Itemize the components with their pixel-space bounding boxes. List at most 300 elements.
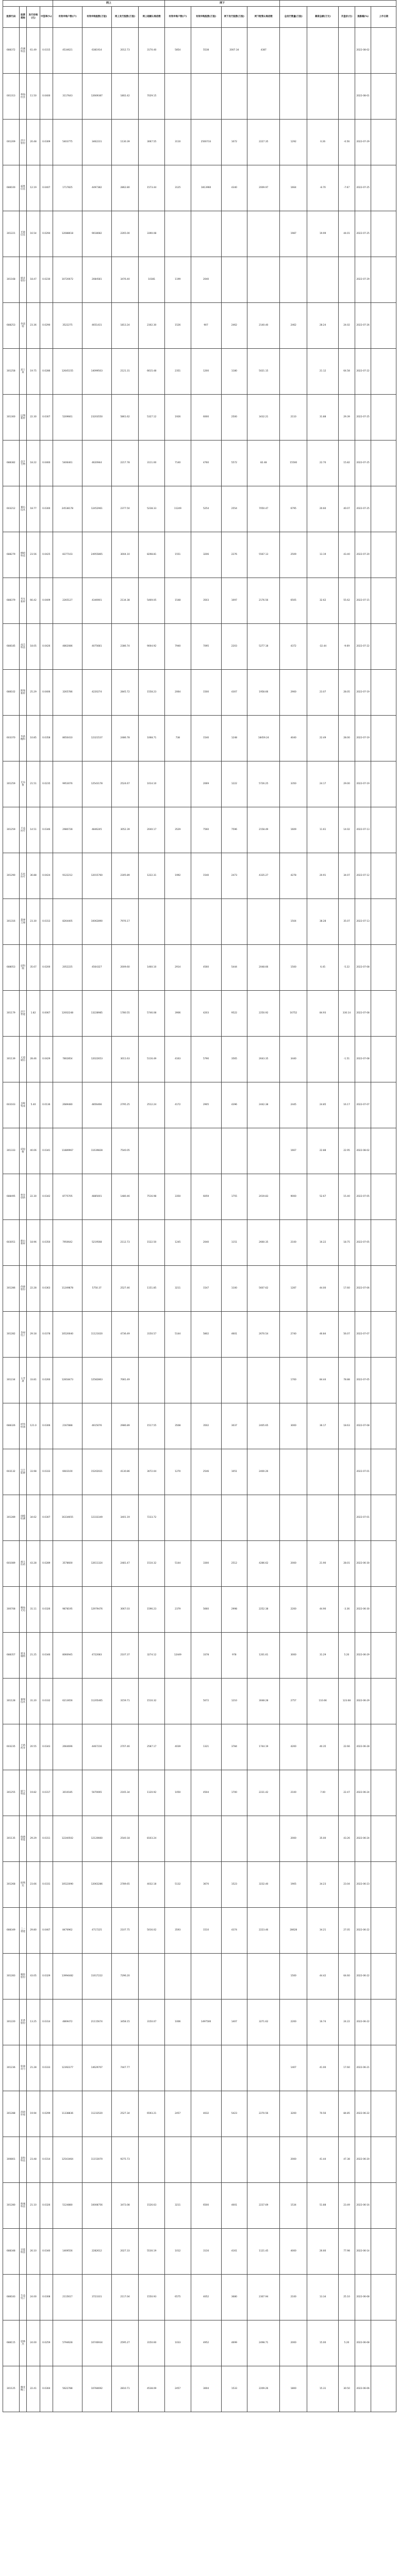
table-cell	[339, 28, 355, 74]
table-cell: 2022-07-19	[355, 716, 371, 761]
cell-stock-name: 五芳斋	[19, 1358, 27, 1403]
table-cell	[280, 1449, 307, 1495]
table-cell: 28.24	[307, 303, 339, 349]
table-cell: 11205465	[82, 1679, 111, 1724]
table-cell: 11153070	[82, 2137, 111, 2183]
table-cell: 3529	[164, 807, 191, 853]
cell-stock-name: 生益电子	[19, 2275, 27, 2320]
table-cell: 1547	[191, 1266, 221, 1312]
table-cell: 40.35	[307, 1724, 339, 1770]
cell-stock-code: 301268	[3, 1862, 20, 1908]
table-cell: 5277.18	[247, 624, 280, 670]
cell-stock-name: 福元医药	[19, 1541, 27, 1587]
table-cell: 2689480	[53, 1082, 82, 1128]
table-cell: 0.0358	[40, 716, 53, 761]
table-cell: 2022-06-30	[355, 1541, 371, 1587]
table-cell	[339, 74, 355, 120]
cell-stock-name: 宝丰能源	[19, 1449, 27, 1495]
table-cell: 6500	[191, 2183, 221, 2229]
table-cell: 23.04	[339, 1862, 355, 1908]
table-cell	[164, 761, 191, 807]
table-cell: 4538.09	[139, 2366, 165, 2412]
table-cell: 10746934	[82, 2320, 111, 2366]
table-cell: 3150.57	[139, 1312, 165, 1358]
table-cell: 5854	[164, 28, 191, 74]
table-cell: 0.0333	[40, 1449, 53, 1495]
table-cell: 2986.89	[111, 1403, 139, 1449]
table-cell: 3271.62	[247, 1999, 280, 2045]
table-cell: 1510.32	[139, 1679, 165, 1724]
table-cell: 3274.12	[139, 1633, 165, 1679]
table-cell: 1664	[280, 165, 307, 211]
table-cell: 2282612	[82, 2229, 111, 2275]
table-cell: 0.0429	[40, 1037, 53, 1082]
table-cell: 1905	[280, 1862, 307, 1908]
table-row	[3, 532, 396, 578]
table-cell: 2386.74	[111, 624, 139, 670]
table-cell: 2022-07-01	[355, 1495, 371, 1541]
table-cell: 4032	[191, 2091, 221, 2137]
table-cell: 5016.02	[139, 1908, 165, 1954]
table-cell: -8.70	[307, 165, 339, 211]
table-cell: 1573.44	[139, 165, 165, 211]
table-cell: 2040	[191, 1220, 221, 1266]
table-cell: 3784	[221, 1724, 247, 1770]
table-cell: 2500	[221, 395, 247, 440]
table-cell-empty	[371, 1174, 396, 1220]
table-cell: 22.49	[307, 716, 339, 761]
table-cell: 4075681	[82, 624, 111, 670]
table-cell: 1780.55	[111, 991, 139, 1037]
table-cell: 5794628	[53, 2320, 82, 2366]
table-cell	[191, 1128, 221, 1174]
table-cell: 4952	[191, 2320, 221, 2366]
table-cell: 1245	[164, 1220, 191, 1266]
table-cell: 3350	[164, 1174, 191, 1220]
table-cell	[164, 2045, 191, 2091]
table-cell: 10.85	[27, 716, 40, 761]
table-cell: 2022-06-22	[355, 1908, 371, 1954]
cell-stock-code: 301236	[3, 2045, 20, 2091]
table-cell	[164, 1128, 191, 1174]
table-cell-empty	[371, 440, 396, 486]
table-cell: 2022-07-22	[355, 624, 371, 670]
table-cell: 55.62	[339, 578, 355, 624]
table-cell: 2165.34	[111, 1770, 139, 1816]
cell-stock-name: 铭利达	[19, 1862, 27, 1908]
table-cell: 2121.31	[111, 349, 139, 395]
table-cell: 4278	[280, 853, 307, 899]
table-cell: 1800	[280, 2366, 307, 2412]
table-cell: 0.0332	[40, 1679, 53, 1724]
table-cell: 10008756	[82, 2183, 111, 2229]
table-cell: 7095	[191, 624, 221, 670]
cell-stock-name: 泽宇智能	[19, 991, 27, 1037]
table-cell: 2405.65	[247, 1403, 280, 1449]
table-cell: 5861.62	[111, 395, 139, 440]
table-cell	[339, 1449, 355, 1495]
table-cell-empty	[371, 28, 396, 74]
column-header: 有效申购户数(户)	[164, 7, 191, 28]
cell-stock-name: 慧博云通	[19, 899, 27, 945]
table-cell: 3000	[280, 1403, 307, 1449]
table-cell: 22.30	[27, 395, 40, 440]
table-cell	[164, 1954, 191, 1999]
table-cell-empty	[371, 1541, 396, 1587]
table-cell: 2462	[280, 303, 307, 349]
table-cell: 1550.93	[139, 2275, 165, 2320]
table-cell: 1522.50	[139, 1220, 165, 1266]
table-cell: 20.91	[307, 853, 339, 899]
table-cell: 1700	[221, 1770, 247, 1816]
table-cell: 5.20	[339, 1633, 355, 1679]
table-cell: 12333349	[82, 1495, 111, 1541]
table-cell	[164, 1816, 191, 1862]
table-cell: 2100	[280, 1770, 307, 1816]
cell-stock-code: 688348	[3, 2229, 20, 2275]
cell-stock-code: 301283	[3, 1954, 20, 1999]
header-group-offline: 网下	[164, 1, 279, 7]
table-cell-empty	[371, 2229, 396, 2275]
table-cell: 2524.67	[111, 761, 139, 807]
table-cell: 1510	[191, 1908, 221, 1954]
table-cell	[221, 1816, 247, 1862]
cell-stock-name: 光庭信息	[19, 211, 27, 257]
cell-stock-name: 艾布鲁	[19, 761, 27, 807]
table-cell: 8377103	[53, 532, 82, 578]
table-cell	[280, 1495, 307, 1541]
table-cell: 2757	[280, 1679, 307, 1724]
cell-stock-name: 思科瑞	[19, 945, 27, 991]
table-cell: 11249	[164, 486, 191, 532]
table-cell	[221, 257, 247, 303]
table-cell: 1596.23	[139, 1587, 165, 1633]
table-cell: 2022-06-24	[355, 1770, 371, 1816]
table-cell	[307, 1449, 339, 1495]
table-cell: 2223.46	[247, 1908, 280, 1954]
cell-stock-code: 688279	[3, 532, 20, 578]
table-cell: 5538	[191, 28, 221, 74]
table-row	[3, 624, 396, 670]
table-cell-empty	[371, 395, 396, 440]
table-cell: 2140.40	[247, 303, 280, 349]
table-cell: 11233520	[82, 2091, 111, 2137]
table-cell: 0.0333	[40, 2045, 53, 2091]
table-cell: 2740	[280, 1312, 307, 1358]
table-cell: 0.0313	[40, 899, 53, 945]
table-cell: 43.28	[27, 1541, 40, 1587]
table-cell: 33.98	[27, 1449, 40, 1495]
table-cell: 31.11	[27, 1587, 40, 1633]
table-cell: 4286.62	[247, 1541, 280, 1587]
table-cell: 5116.49	[139, 1037, 165, 1082]
cell-stock-code: 688183	[3, 2275, 20, 2320]
table-cell: 3350	[280, 761, 307, 807]
cell-stock-name: 粤海饮食	[19, 74, 27, 120]
table-cell: 0.0306	[40, 1403, 53, 1449]
table-cell-empty	[371, 899, 396, 945]
table-cell: 3565	[221, 1037, 247, 1082]
table-cell	[280, 257, 307, 303]
table-cell: 13994482	[53, 1954, 82, 1999]
table-row	[3, 1495, 396, 1541]
table-cell: 14099503	[82, 349, 111, 395]
table-cell: 22.28	[27, 1266, 40, 1312]
table-cell: 0.0326	[40, 1587, 53, 1633]
table-cell: 1500	[280, 1954, 307, 1999]
table-cell: 23.30	[27, 899, 40, 945]
table-cell: 7233.72	[139, 1495, 165, 1541]
table-row	[3, 807, 396, 853]
table-cell: 5660	[191, 1587, 221, 1633]
table-cell	[164, 1495, 191, 1541]
table-cell: 4172	[164, 1082, 191, 1128]
table-cell: 3522275	[53, 303, 82, 349]
table-cell-empty	[371, 624, 396, 670]
table-cell	[191, 1954, 221, 1999]
table-cell: 4504	[191, 1770, 221, 1816]
table-cell: 2117.04	[111, 2275, 139, 2320]
table-cell-empty	[371, 578, 396, 624]
table-cell: 3159.71	[111, 1679, 139, 1724]
table-cell: 2022-06-22	[355, 1954, 371, 1999]
table-cell	[307, 257, 339, 303]
column-header: 有效申购股数(万股)	[191, 7, 221, 28]
table-cell: 22.88	[307, 1128, 339, 1174]
table-cell-empty	[371, 1082, 396, 1128]
table-cell: 6603100	[53, 1449, 82, 1495]
table-cell: 43.40	[339, 532, 355, 578]
table-cell: 3067.03	[111, 1587, 139, 1633]
cell-stock-code: 688253	[3, 303, 20, 349]
table-cell: 2100	[280, 2275, 307, 2320]
table-cell: 3150.60	[139, 2320, 165, 2366]
table-cell: 21.12	[307, 349, 339, 395]
table-cell: 2022-07-05	[355, 1220, 371, 1266]
table-cell: 1014.10	[139, 761, 165, 807]
table-cell: 61.49	[27, 28, 40, 74]
table-cell: 4130.86	[111, 1449, 139, 1495]
table-row	[3, 1679, 396, 1724]
cell-stock-name: 通灵股份	[19, 257, 27, 303]
table-cell: 51.88	[307, 2183, 339, 2229]
table-cell: 29.39	[339, 395, 355, 440]
table-cell: 4001	[221, 2183, 247, 2229]
table-cell: 5567.13	[247, 532, 280, 578]
table-cell: 2022-06-20	[355, 2137, 371, 2183]
table-cell: 44.00	[307, 1266, 339, 1312]
table-cell: 1130.39	[111, 120, 139, 165]
table-cell: 12669387	[82, 74, 111, 120]
table-cell: 1222.31	[139, 853, 165, 899]
cell-stock-name: 侨源股份	[19, 1266, 27, 1312]
table-cell: 2022-06-29	[355, 1679, 371, 1724]
table-cell: 1667	[280, 1128, 307, 1174]
table-cell: 0.0235	[40, 761, 53, 807]
table-header	[3, 1, 396, 28]
table-cell: 24.00	[27, 2320, 40, 2366]
table-cell: 30.50	[339, 2366, 355, 2412]
table-cell: 2307.94	[247, 2275, 280, 2320]
table-cell: 2022-07-01	[355, 1449, 371, 1495]
table-cell: 3111.00	[139, 440, 165, 486]
table-cell: 7050.47	[247, 486, 280, 532]
table-cell: 0.0307	[40, 1495, 53, 1541]
table-cell: 0.0407	[40, 165, 53, 211]
table-cell: 11889967	[53, 1128, 82, 1174]
table-cell: 1012	[164, 2229, 191, 2275]
table-row	[3, 349, 396, 395]
table-cell: 0.0311	[40, 1816, 53, 1862]
cell-stock-code: 301316	[3, 899, 20, 945]
table-cell: 7447.77	[111, 2045, 139, 2091]
table-cell: 2069	[191, 761, 221, 807]
table-row	[3, 440, 396, 486]
cell-stock-name: 天新药业	[19, 1724, 27, 1770]
table-cell: 2084581	[82, 257, 111, 303]
table-cell	[139, 1954, 165, 1999]
table-cell: 3200	[280, 2091, 307, 2137]
table-cell: 3265786	[53, 670, 82, 716]
table-cell	[280, 74, 307, 120]
table-cell: 2022-07-19	[355, 761, 371, 807]
table-cell: 2176.56	[247, 578, 280, 624]
table-row	[3, 945, 396, 991]
table-cell: 1526	[164, 303, 191, 349]
table-row	[3, 486, 396, 532]
cell-stock-code: 688102	[3, 670, 20, 716]
cell-stock-code: 300801	[3, 2137, 20, 2183]
table-cell: 28.00	[339, 716, 355, 761]
cell-stock-name: 诺思格	[19, 1128, 27, 1174]
table-cell: 0.0290	[40, 303, 53, 349]
cell-stock-code: 603235	[3, 1724, 20, 1770]
table-cell: 4620944	[82, 440, 111, 486]
table-row	[3, 28, 396, 74]
table-cell: 3117643	[53, 74, 82, 120]
table-cell: 36.88	[27, 853, 40, 899]
table-cell-empty	[371, 1358, 396, 1403]
table-row	[3, 1633, 396, 1679]
table-cell: 2000	[280, 1541, 307, 1587]
table-cell: 1199	[164, 257, 191, 303]
table-cell: 3503	[191, 578, 221, 624]
table-cell: 23.56	[27, 532, 40, 578]
header-group-online: 网上	[53, 1, 164, 7]
table-row	[3, 1266, 396, 1312]
table-cell: 5530.19	[139, 2229, 165, 2275]
table-cell: 22.66	[339, 1724, 355, 1770]
table-cell: 4467216	[82, 1724, 111, 1770]
table-cell: 2595.27	[111, 2320, 139, 2366]
table-cell: 1517.55	[139, 1403, 165, 1449]
table-cell	[164, 211, 191, 257]
table-cell: 2012.73	[111, 28, 139, 74]
table-cell	[339, 1495, 355, 1541]
table-cell: 1407	[221, 1999, 247, 2045]
table-row	[3, 761, 396, 807]
table-cell: 16.17	[339, 1082, 355, 1128]
column-header: 股票代码	[3, 7, 20, 28]
table-cell: 7802854	[53, 1037, 82, 1082]
cell-stock-code: 301135	[3, 1816, 20, 1862]
cell-stock-name: 峰岹科技	[19, 532, 27, 578]
table-cell: 1270	[164, 1449, 191, 1495]
table-cell	[247, 211, 280, 257]
table-cell: 7540.05	[111, 1128, 139, 1174]
table-cell: 66.42	[27, 578, 40, 624]
table-cell: 0.0346	[40, 807, 53, 853]
table-cell: 1201.61	[247, 1633, 280, 1679]
table-cell	[139, 1128, 165, 1174]
cell-stock-code: 603212	[3, 486, 20, 532]
table-cell: 3670	[191, 1862, 221, 1908]
table-cell: 44.01	[339, 211, 355, 257]
table-cell	[139, 2045, 165, 2091]
cell-stock-name: 国缆检测	[19, 1495, 27, 1541]
table-cell: 2546	[191, 1449, 221, 1495]
table-row	[3, 257, 396, 303]
table-cell	[164, 1358, 191, 1403]
column-header: 股票简称	[19, 7, 27, 28]
table-cell: 2048.66	[247, 945, 280, 991]
table-row	[3, 2137, 396, 2183]
table-cell: 2019.83	[247, 1174, 280, 1220]
table-cell: 3593	[164, 1908, 191, 1954]
table-cell: 10381	[139, 257, 165, 303]
table-cell: 21.25	[27, 1633, 40, 1679]
table-cell: 24538178	[53, 486, 82, 532]
table-cell: 2040.17	[139, 807, 165, 853]
table-cell: 11617222	[82, 1954, 111, 1999]
table-cell: 2100	[280, 1220, 307, 1266]
table-cell: 3150.07	[139, 1999, 165, 2045]
table-cell: 2862.80	[111, 165, 139, 211]
table-cell: 2022-06-28	[355, 1724, 371, 1770]
table-cell: 36.17	[307, 1403, 339, 1449]
table-cell	[139, 2137, 165, 2183]
table-cell: 6575	[164, 2275, 191, 2320]
table-cell: 12.19	[27, 165, 40, 211]
table-cell: 2158.49	[247, 807, 280, 853]
cell-stock-name: 鹿山新材	[19, 1220, 27, 1266]
table-cell: 4856466	[82, 1082, 111, 1128]
table-cell: 8264405	[53, 899, 82, 945]
table-cell: 2512.24	[139, 1082, 165, 1128]
table-cell: 3052.39	[111, 807, 139, 853]
cell-stock-name: 富士莱	[19, 349, 27, 395]
table-cell: 18.96	[27, 1220, 40, 1266]
table-cell: 4220274	[82, 670, 111, 716]
table-cell-empty	[371, 165, 396, 211]
ipo-table	[3, 0, 396, 2412]
table-cell: 7081.49	[111, 1358, 139, 1403]
table-cell: 2643.35	[247, 1037, 280, 1082]
table-cell: -7.67	[339, 165, 355, 211]
column-header-row	[3, 7, 396, 28]
table-cell: 18459.24	[247, 716, 280, 761]
table-cell: 12543178	[82, 761, 111, 807]
table-cell: 12015760	[82, 853, 111, 899]
table-cell: 5070065	[82, 1770, 111, 1816]
cell-stock-code: 301128	[3, 1679, 20, 1724]
table-cell: 0.0331	[40, 1862, 53, 1908]
table-cell	[221, 899, 247, 945]
table-cell	[307, 74, 339, 120]
table-cell	[221, 1358, 247, 1403]
table-cell: 5219568	[82, 1220, 111, 1266]
cell-stock-name: 昱能科技	[19, 2229, 27, 2275]
